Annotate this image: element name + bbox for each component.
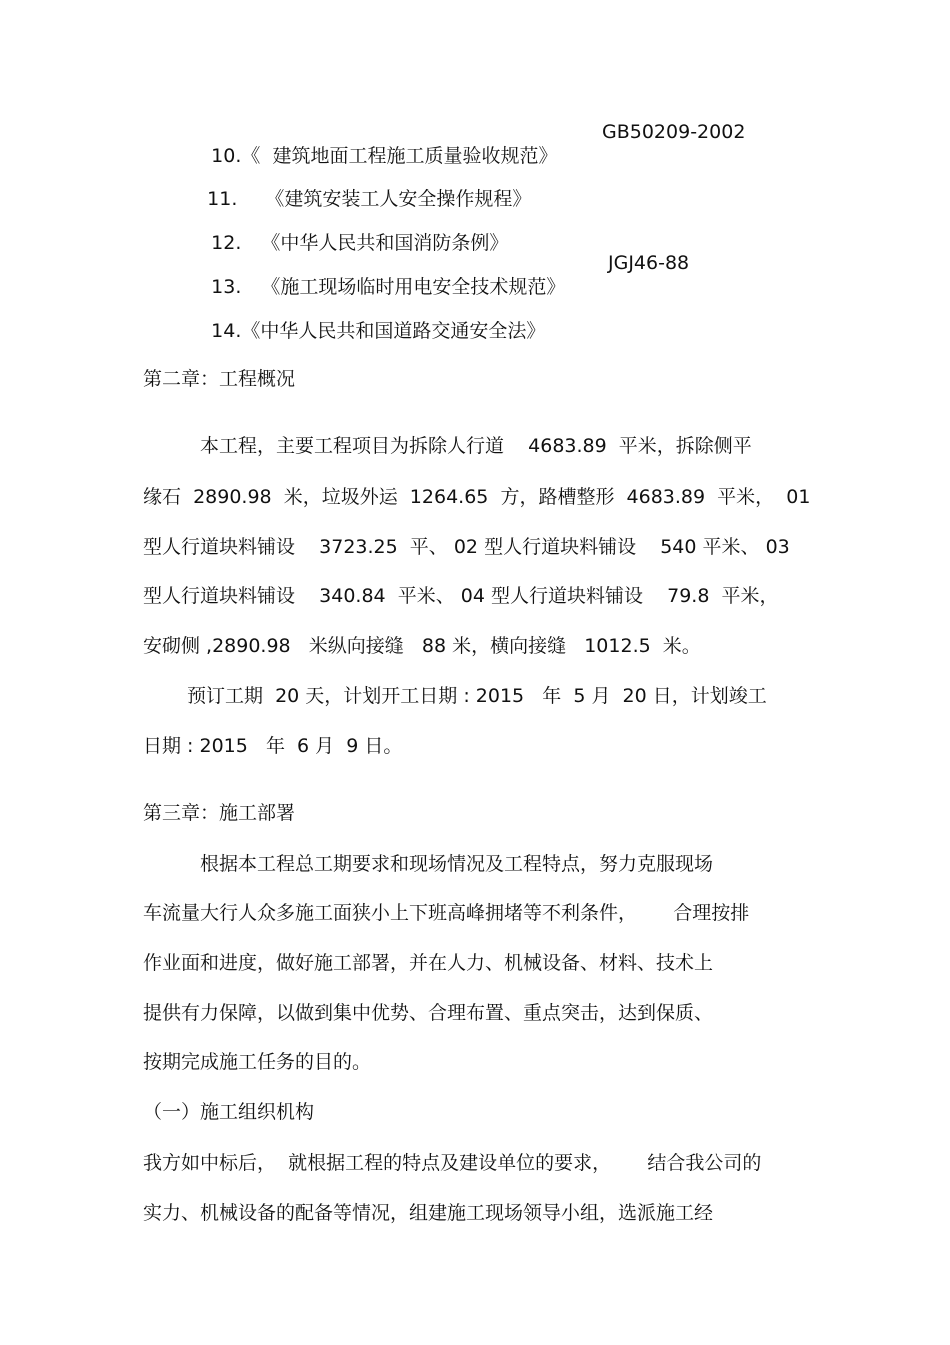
paragraph-line: 本工程，主要工程项目为拆除人行道 4683.89 平米，拆除侧平 <box>200 435 752 457</box>
reference-title: 《施工现场临时用电安全技术规范》 <box>261 276 566 298</box>
reference-standard-code: JGJ46-88 <box>608 252 690 274</box>
chapter-heading: 第二章：工程概况 <box>143 368 296 390</box>
paragraph-line: 我方如中标后， 就根据工程的特点及建设单位的要求， 结合我公司的 <box>143 1152 762 1174</box>
reference-standard-code: GB50209-2002 <box>602 121 746 143</box>
paragraph-line: 根据本工程总工期要求和现场情况及工程特点，努力克服现场 <box>200 853 714 875</box>
paragraph-line: 日期 : 2015 年 6 月 9 日。 <box>143 735 403 757</box>
section-heading: （一）施工组织机构 <box>143 1101 315 1123</box>
paragraph-line: 缘石 2890.98 米，垃圾外运 1264.65 方，路槽整形 4683.89 平米， 01 <box>143 486 811 508</box>
reference-title: 《中华人民共和国消防条例》 <box>261 232 509 254</box>
reference-item <box>187 295 545 367</box>
paragraph-line: 按期完成施工任务的目的。 <box>143 1051 372 1073</box>
reference-number: 10. <box>211 145 242 167</box>
paragraph-line: 实力、机械设备的配备等情况，组建施工现场领导小组，选派施工经 <box>143 1202 714 1224</box>
reference-number: 14. <box>211 320 242 342</box>
reference-title: 《 建筑地面工程施工质量验收规范》 <box>241 145 558 167</box>
reference-number: 13. <box>211 276 242 298</box>
paragraph-line: 型人行道块料铺设 3723.25 平、 02 型人行道块料铺设 540 平米、 03 <box>143 536 790 558</box>
chapter-heading: 第三章：施工部署 <box>143 802 296 824</box>
paragraph-line: 安砌侧 ,2890.98 米纵向接缝 88 米，横向接缝 1012.5 米。 <box>143 635 701 657</box>
paragraph-line: 预订工期 20 天，计划开工日期 : 2015 年 5 月 20 日，计划竣工 <box>187 685 767 707</box>
paragraph-line: 作业面和进度，做好施工部署，并在人力、机械设备、材料、技术上 <box>143 952 714 974</box>
reference-title: 《建筑安装工人安全操作规程》 <box>265 188 532 210</box>
reference-number: 11. <box>207 188 238 210</box>
reference-title: 《中华人民共和国道路交通安全法》 <box>241 320 546 342</box>
paragraph-line: 型人行道块料铺设 340.84 平米、 04 型人行道块料铺设 79.8 平米， <box>143 585 779 607</box>
paragraph-line: 车流量大行人众多施工面狭小上下班高峰拥堵等不利条件， 合理按排 <box>143 902 750 924</box>
paragraph-line: 提供有力保障，以做到集中优势、合理布置、重点突击，达到保质、 <box>143 1002 714 1024</box>
reference-number: 12. <box>211 232 242 254</box>
